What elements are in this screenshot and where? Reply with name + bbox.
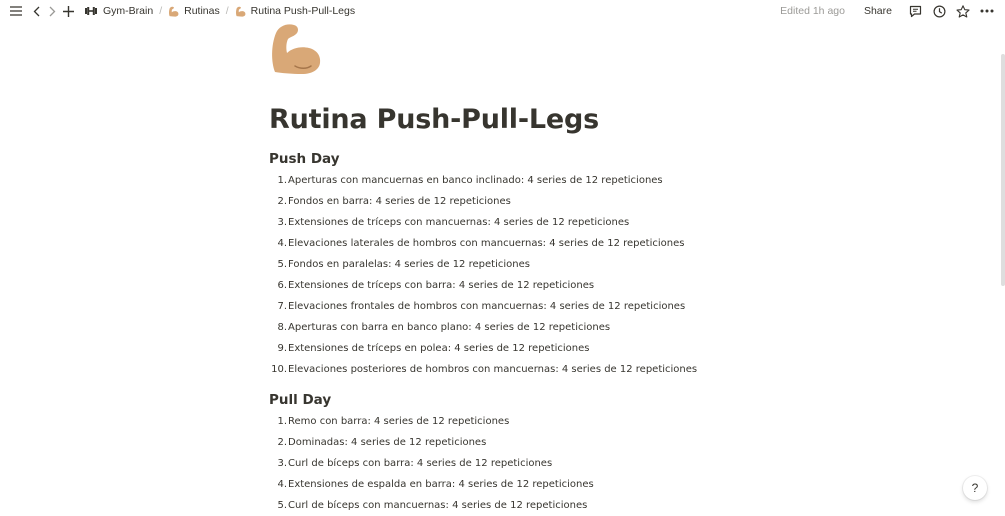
- forward-icon[interactable]: [45, 2, 59, 20]
- list-number: 2.: [277, 196, 287, 207]
- list-number: 7.: [277, 301, 287, 312]
- comments-icon[interactable]: [907, 2, 923, 20]
- flexed-biceps-icon: [235, 6, 246, 17]
- breadcrumb-current-page[interactable]: [235, 5, 355, 17]
- topbar-right: [780, 0, 995, 22]
- list-item[interactable]: [269, 233, 729, 254]
- list-number: 5.: [277, 500, 287, 511]
- more-options-icon[interactable]: [979, 2, 995, 20]
- list-number: 6.: [277, 280, 287, 291]
- breadcrumb-label: Rutinas: [184, 5, 220, 17]
- list-item-text: Elevaciones laterales de hombros con mancuernas: 4 series de 12 repeticiones: [288, 238, 685, 249]
- list-item[interactable]: [269, 359, 729, 380]
- breadcrumb-rutinas[interactable]: [168, 5, 220, 17]
- list-item-text: Dominadas: 4 series de 12 repeticiones: [288, 437, 487, 448]
- list-item-text: Extensiones de tríceps en polea: 4 series de 12 repeticiones: [288, 343, 590, 354]
- topbar: [0, 0, 1005, 22]
- page-icon[interactable]: [269, 22, 323, 76]
- section-pull-day: [269, 390, 729, 516]
- list-number: 5.: [277, 259, 287, 270]
- list-item[interactable]: [269, 432, 729, 453]
- list-item-text: Aperturas con mancuernas en banco inclinado: 4 series de 12 repeticiones: [288, 175, 663, 186]
- new-page-plus-icon[interactable]: [61, 2, 75, 20]
- list-number: 2.: [277, 437, 287, 448]
- list-item-text: Curl de bíceps con barra: 4 series de 12 repeticiones: [288, 458, 553, 469]
- dumbbell-icon: [84, 6, 98, 16]
- list-number: 10.: [271, 364, 287, 375]
- topbar-left: [0, 2, 355, 20]
- list-number: 4.: [277, 238, 287, 249]
- list-number: 3.: [277, 458, 287, 469]
- list-item-text: Fondos en paralelas: 4 series de 12 repeticiones: [288, 259, 530, 270]
- updates-clock-icon[interactable]: [931, 2, 947, 20]
- list-number: 4.: [277, 479, 287, 490]
- list-number: 1.: [277, 175, 287, 186]
- list-item[interactable]: [269, 212, 729, 233]
- breadcrumb-label: Gym-Brain: [103, 5, 154, 17]
- list-item[interactable]: [269, 254, 729, 275]
- section-heading[interactable]: Pull Day: [269, 392, 332, 408]
- list-item-text: Remo con barra: 4 series de 12 repeticiones: [288, 416, 510, 427]
- share-button[interactable]: Share: [863, 5, 892, 17]
- page-title[interactable]: Rutina Push-Pull-Legs: [269, 104, 599, 135]
- breadcrumb-label: Rutina Push-Pull-Legs: [250, 5, 356, 17]
- back-icon[interactable]: [29, 2, 43, 20]
- list-item[interactable]: [269, 170, 729, 191]
- list-item-text: Fondos en barra: 4 series de 12 repeticiones: [288, 196, 511, 207]
- list-item-text: Elevaciones frontales de hombros con mancuernas: 4 series de 12 repeticiones: [288, 301, 686, 312]
- page-content: [269, 22, 729, 516]
- sidebar-menu-icon[interactable]: [9, 2, 23, 20]
- breadcrumb-separator: /: [159, 5, 163, 17]
- list-number: 8.: [277, 322, 287, 333]
- list-item[interactable]: [269, 411, 729, 432]
- list-item-text: Aperturas con barra en banco plano: 4 series de 12 repeticiones: [288, 322, 611, 333]
- section-push-day: [269, 149, 729, 380]
- list-item-text: Curl de bíceps con mancuernas: 4 series de 12 repeticiones: [288, 500, 588, 511]
- list-number: 1.: [277, 416, 287, 427]
- list-number: 3.: [277, 217, 287, 228]
- flexed-biceps-icon: [168, 6, 179, 17]
- edited-status: Edited 1h ago: [780, 5, 845, 17]
- list-item[interactable]: [269, 474, 729, 495]
- favorite-star-icon[interactable]: [955, 2, 971, 20]
- list-item-text: Extensiones de tríceps con mancuernas: 4 series de 12 repeticiones: [288, 217, 630, 228]
- vertical-scrollbar[interactable]: [1001, 54, 1005, 286]
- list-item[interactable]: [269, 296, 729, 317]
- list-item[interactable]: [269, 317, 729, 338]
- list-item[interactable]: [269, 453, 729, 474]
- numbered-list: [269, 411, 729, 516]
- section-heading[interactable]: Push Day: [269, 151, 340, 167]
- flexed-biceps-icon: [269, 22, 323, 76]
- list-number: 9.: [277, 343, 287, 354]
- breadcrumb-separator: /: [225, 5, 229, 17]
- list-item-text: Extensiones de espalda en barra: 4 series de 12 repeticiones: [288, 479, 594, 490]
- list-item[interactable]: [269, 338, 729, 359]
- numbered-list: [269, 170, 729, 380]
- list-item-text: Extensiones de tríceps con barra: 4 series de 12 repeticiones: [288, 280, 595, 291]
- list-item[interactable]: [269, 275, 729, 296]
- list-item-text: Elevaciones posteriores de hombros con mancuernas: 4 series de 12 repeticiones: [288, 364, 698, 375]
- help-button[interactable]: ?: [963, 476, 987, 500]
- list-item[interactable]: [269, 191, 729, 212]
- breadcrumb-gym-brain[interactable]: [84, 5, 153, 17]
